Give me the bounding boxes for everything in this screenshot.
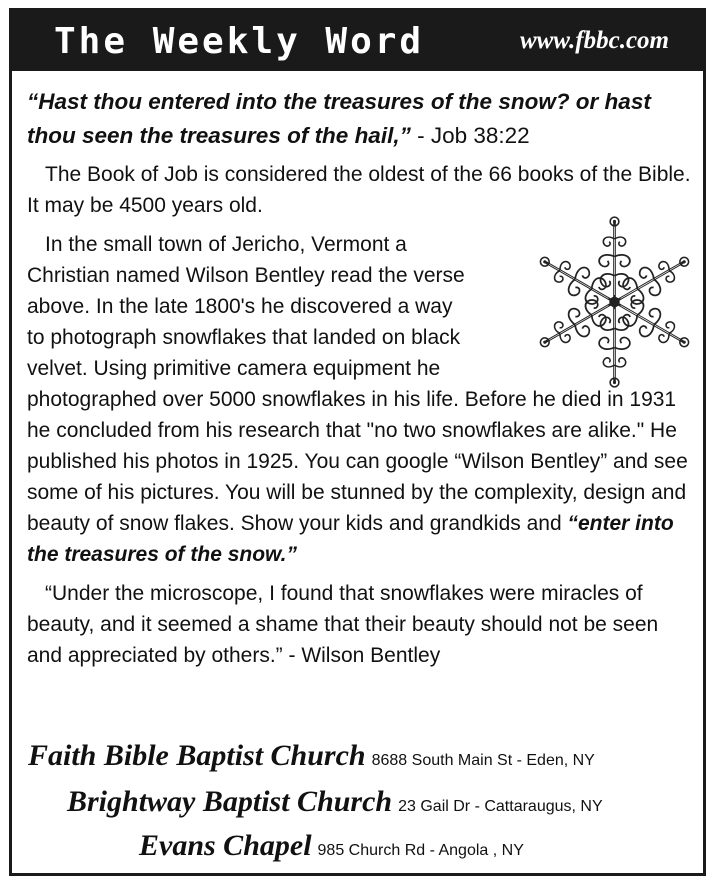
bentley-line-5: velvet. Using primitive camera equipment he [27, 357, 441, 380]
snowflake-icon [527, 212, 702, 392]
header-banner [12, 11, 703, 71]
bentley-line-2: Christian named Wilson Bentley read the verse [27, 264, 465, 287]
paragraph-intro: The Book of Job is considered the oldest of the 66 books of the Bible. It may be 4500 years old. [27, 163, 691, 217]
church-faith-bible [28, 739, 595, 773]
verse-quote: “Hast thou entered into the treasures of the snow? or hast thou seen the treasures of the hail,” [27, 89, 651, 148]
bentley-emphasis: “enter into the treasures of the snow.” [27, 512, 674, 566]
paragraph-bentley-quote: “Under the microscope, I found that snowflakes were miracles of beauty, and it seemed a shame that their beauty should not be seen and appreciated by others.” - Wilson Bentley [27, 582, 659, 667]
church-name: Brightway Baptist Church [67, 785, 393, 818]
newsletter-frame [9, 8, 706, 876]
church-address: 23 Gail Dr - Cattaraugus, NY [398, 798, 603, 815]
scripture-verse [27, 85, 692, 153]
church-brightway [67, 785, 603, 819]
church-evans-chapel [139, 829, 524, 863]
bentley-line-4: to photograph snowflakes that landed on black [27, 326, 461, 349]
newsletter-title: The Weekly Word [54, 21, 425, 62]
church-name: Evans Chapel [139, 829, 312, 862]
bentley-line-1: In the small town of Jericho, Vermont a [45, 233, 407, 256]
website-url[interactable]: www.fbbc.com [519, 27, 669, 54]
church-name: Faith Bible Baptist Church [28, 739, 366, 772]
verse-reference: - Job 38:22 [410, 123, 530, 148]
church-address: 8688 South Main St - Eden, NY [371, 752, 595, 769]
church-address: 985 Church Rd - Angola , NY [317, 842, 524, 859]
bentley-line-3: above. In the late 1800's he discovered a way [27, 295, 453, 318]
bentley-text-rest: photographed over 5000 snowflakes in his life. Before he died in 1931 he concluded from his research that "no two snowflakes are alike." He published his photos in 1925. You can google “Wilson Bentley” and see some of his pictures. You will be stunned by the complexity, design and beauty of snow flakes. Show your kids and grandkids and [27, 388, 688, 535]
